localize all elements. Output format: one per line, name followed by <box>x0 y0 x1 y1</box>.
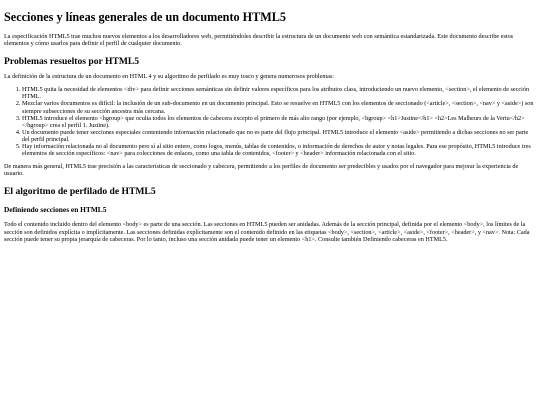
list-item: 3. HTML5 introduce el elemento <hgroup> que oculta todos los elementos de cabecera excepto el primero de más alto rango (por ejemplo, <hgroup> <h1>Justine</h1> <h2>Les Malheurs de la Vertu</h2> </hgroup> crea el perfil 1. Justine). <box>22 115 536 129</box>
subsection-heading-defining-sections: Definiendo secciones en HTML5 <box>4 205 107 215</box>
section-heading-problems: Problemas resueltos por HTML5 <box>4 56 140 68</box>
document-page <box>0 10 540 405</box>
list-item: 2. Mezclar varios documentos es difícil: la inclusión de un sub-documento en un documento principal. Esto se resuelve en HTML5 con los elementos de seccionado (<article>, <section>, <nav> y <aside>) son siempre subsecciones de su sección ancestra más cercana. <box>22 100 536 114</box>
list-item: 1. HTML5 quita la necesidad de elementos <div> para definir secciones semánticas sin definir valores específicos para los atributos class, introduciendo un nuevo elemento, <section>, el elemento de sección HTML. <box>22 86 536 100</box>
problems-lead-paragraph: La definición de la estructura de un documento en HTML 4 y su algoritmo de perfilado es muy tosco y genera numerosos problemas: <box>4 73 335 81</box>
defining-sections-paragraph: Todo el contenido incluido dentro del elemento <body> es parte de una sección. Las secciones en HTML5 pueden ser anidadas. Además de la sección principal, definida por el elemento <body>, los límites de la sección son definidos explícita o implícitamente. Las secciones definidas explícitamente son el contenido definido en las etiquetas <body>, <section>, <article>, <aside>, <footer>, <header>, y <nav>. Nota: Cada sección puede tener su propia jerarquía de cabeceras. Por lo tanto, incluso una sección anidada puede tener un elemento <h1>. Consulte también Definiendo cabeceras en HTML5. <box>4 221 530 243</box>
problems-closing-paragraph: De manera más general, HTML5 trae precisión a las características de seccionado y cabecera, permitiendo a los perfiles de documento ser predecibles y usados por el navegador para mejorar la experiencia de usuario. <box>4 163 519 178</box>
page-title: Secciones y líneas generales de un documento HTML5 <box>4 10 286 24</box>
intro-paragraph: La especificación HTML5 trae muchos nuevos elementos a los desarrolladores web, permitiéndoles describir la estructura de un documento web con semántica estandarizada. Este documento describe estos elementos y cómo usarlos para definir el perfil de cualquier documento. <box>4 33 514 48</box>
section-heading-algorithm: El algoritmo de perfilado de HTML5 <box>4 186 156 198</box>
problems-list <box>4 86 536 157</box>
list-item: 4. Un documento puede tener secciones especiales conteniendo información relacionado que no es parte del flujo principal. HTML5 introduce el elemento <aside> permitiendo a dichas secciones no ser parte del perfil principal. <box>22 129 536 143</box>
list-item: 5. Hay información relacionada no al documento pero sí al sitio entero, como logos, menús, tablas de contenidos, o información de derechos de autor y notas legales. Para ese propósito, HTML5 introduce tres elementos de sección específicos: <nav> para colecciones de enlaces, como una tabla de contenidos, <footer> y <header> información relacionada con el sitio. <box>22 143 536 157</box>
